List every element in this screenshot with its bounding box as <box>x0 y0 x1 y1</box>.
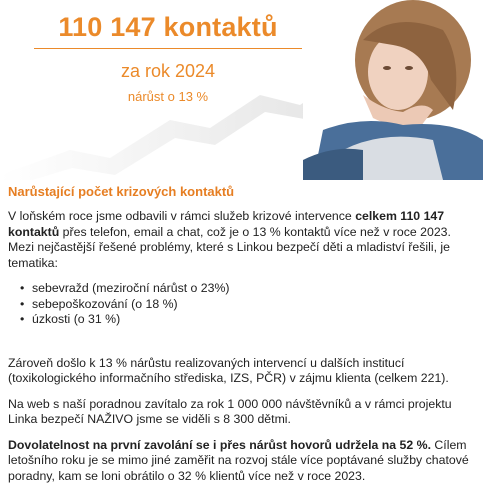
hero-text-block <box>28 10 308 107</box>
paragraph-web: Na web s naší poradnou zavítalo za rok 1 000 000 návštěvníků a v rámci projektu Linka bezpečí NAŽIVO jsme se viděli s 8 300 dětmi. <box>8 397 478 428</box>
photo-girl-pensive <box>303 0 483 180</box>
list-item: • úzkosti (o 31 %) <box>32 312 478 328</box>
paragraph-intro <box>8 209 478 271</box>
intro-highlight: celkem 110 147 kontaktů <box>8 209 444 239</box>
intro-text-end: přes telefon, email a chat, což je o 13 % kontaktů více než v roce 2023. Mezi nejčastější řešené problémy, které s Linkou bezpečí děti a mladiství řešili, je tematika: <box>8 225 451 270</box>
paragraph-availability <box>8 438 478 484</box>
section-heading: Narůstající počet krizových kontaktů <box>8 183 478 200</box>
intro-text-start: V loňském roce jsme odbavili v rámci služeb krizové intervence <box>8 209 355 223</box>
hero-subtitle: za rok 2024 <box>28 59 308 83</box>
topic-list <box>8 281 478 328</box>
list-item: • sebevražd (meziroční nárůst o 23%) <box>32 281 478 297</box>
article-body <box>8 183 478 484</box>
hero-banner <box>0 0 483 180</box>
hero-divider <box>34 48 302 49</box>
availability-highlight: Dovolatelnost na první zavolání se i přes nárůst hovorů udržela na 52 %. <box>8 438 431 452</box>
availability-text: Cílem letošního roku je se mimo jiné zaměřit na rozvoj stále více poptávané služby chatové poradny, kam se loni obrátilo o 32 % klientů více než v roce 2023. <box>8 438 469 483</box>
hero-title: 110 147 kontaktů <box>28 10 308 44</box>
list-item: • sebepoškozování (o 18 %) <box>32 297 478 313</box>
hero-growth: nárůst o 13 % <box>28 87 308 107</box>
paragraph-interventions: Zároveň došlo k 13 % nárůstu realizovaných intervencí u dalších institucí (toxikologického informačního střediska, IZS, PČR) v zájmu klienta (celkem 221). <box>8 356 478 387</box>
